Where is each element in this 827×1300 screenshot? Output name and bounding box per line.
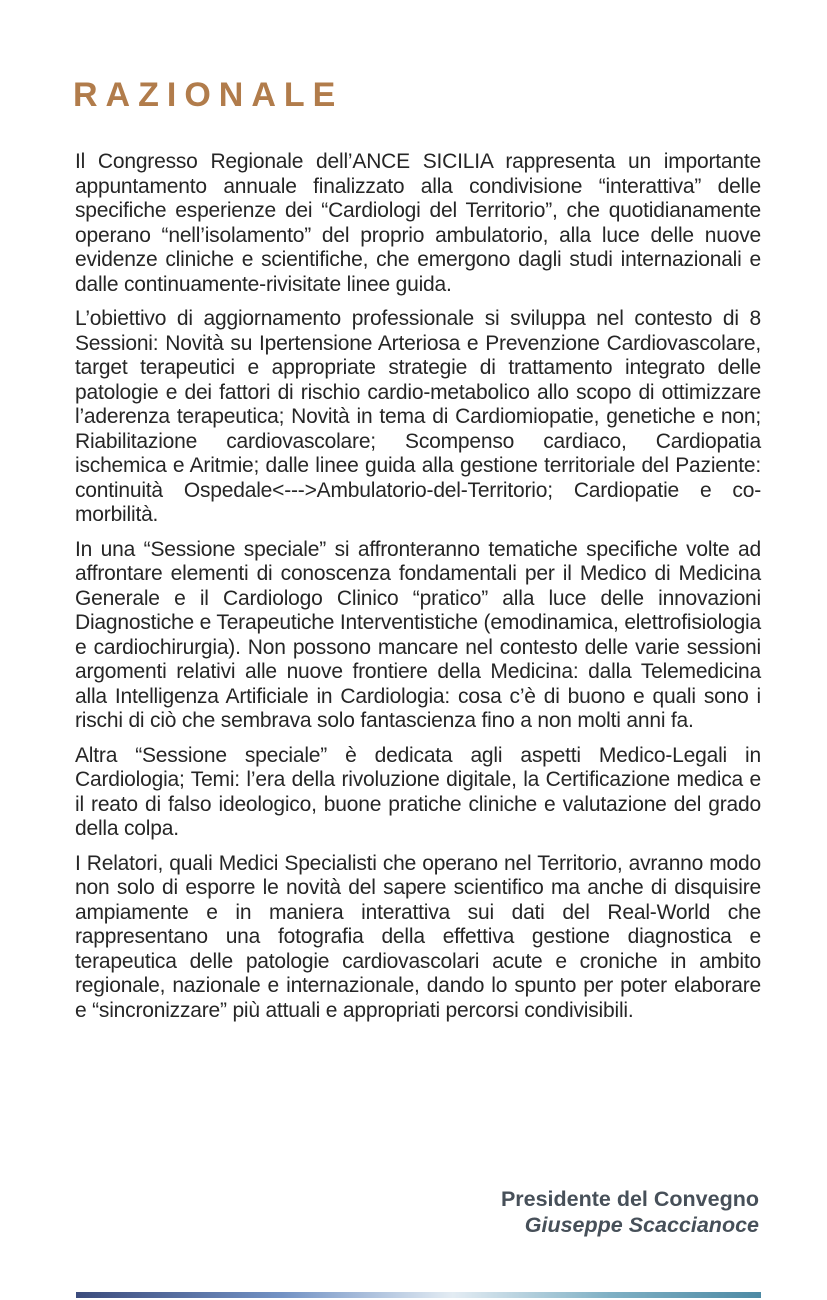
footer-gradient-bar bbox=[76, 1292, 761, 1298]
rationale-paragraph: In una “Sessione speciale” si affronteranno tematiche specifiche volte ad affrontare elementi di conoscenza fondamentali per il Medico di Medicina Generale e il Cardiologo Clinico “pratico” alla luce delle innovazioni Diagnostiche e Terapeutiche Interventistiche (emodinamica, elettrofisiologia e cardiochirurgia). Non possono mancare nel contesto delle varie sessioni argomenti relativi alle nuove frontiere della Medicina: dalla Telemedicina alla Intelligenza Artificiale in Cardiologia: cosa c’è di buono e quali sono i rischi di ciò che sembrava solo fantascienza fino a non molti anni fa. bbox=[75, 537, 761, 732]
rationale-paragraph: L’obiettivo di aggiornamento professionale si sviluppa nel contesto di 8 Sessioni: Novità su Ipertensione Arteriosa e Prevenzione Cardiovascolare, target terapeutici e appropriate strategie di trattamento integrato delle patologie e dei fattori di rischio cardio-metabolico allo scopo di ottimizzare l’aderenza terapeutica; Novità in tema di Cardiomiopatie, genetiche e non; Riabilitazione cardiovascolare; Scompenso cardiaco, Cardiopatia ischemica e Aritmie; dalle linee guida alla gestione territoriale del Paziente: continuità Ospedale<--->Ambulatorio-del-Territorio; Cardiopatie e co-morbilità. bbox=[75, 307, 761, 526]
signature-role: Presidente del Convegno bbox=[500, 1187, 759, 1211]
rationale-paragraph: Il Congresso Regionale dell’ANCE SICILIA rappresenta un importante appuntamento annuale finalizzato alla condivisione “interattiva” delle specifiche esperienze dei “Cardiologi del Territorio”, che quotidianamente operano “nell’isolamento” del proprio ambulatorio, alla luce delle nuove evidenze cliniche e scientifiche, che emergono dagli studi internazionali e dalle continuamente-rivisitate linee guida. bbox=[75, 150, 761, 296]
signature-block bbox=[501, 1186, 759, 1238]
rationale-text-block bbox=[75, 150, 761, 1033]
rationale-paragraph: I Relatori, quali Medici Specialisti che operano nel Territorio, avranno modo non solo di esporre le novità del sapere scientifico ma anche di disquisire ampiamente e in maniera interattiva sui dati del Real-World che rappresentano una fotografia della effettiva gestione diagnostica e terapeutica delle patologie cardiovascolari acute e croniche in ambito regionale, nazionale e internazionale, dando lo spunto per poter elaborare e “sincronizzare” più attuali e appropriati percorsi condivisibili. bbox=[75, 851, 761, 1022]
signature-name: Giuseppe Scaccianoce bbox=[524, 1213, 759, 1237]
page-title: RAZIONALE bbox=[73, 76, 344, 114]
rationale-paragraph: Altra “Sessione speciale” è dedicata agli aspetti Medico-Legali in Cardiologia; Temi: l’era della rivoluzione digitale, la Certificazione medica e il reato di falso ideologico, buone pratiche cliniche e valutazione del grado della colpa. bbox=[75, 743, 761, 840]
